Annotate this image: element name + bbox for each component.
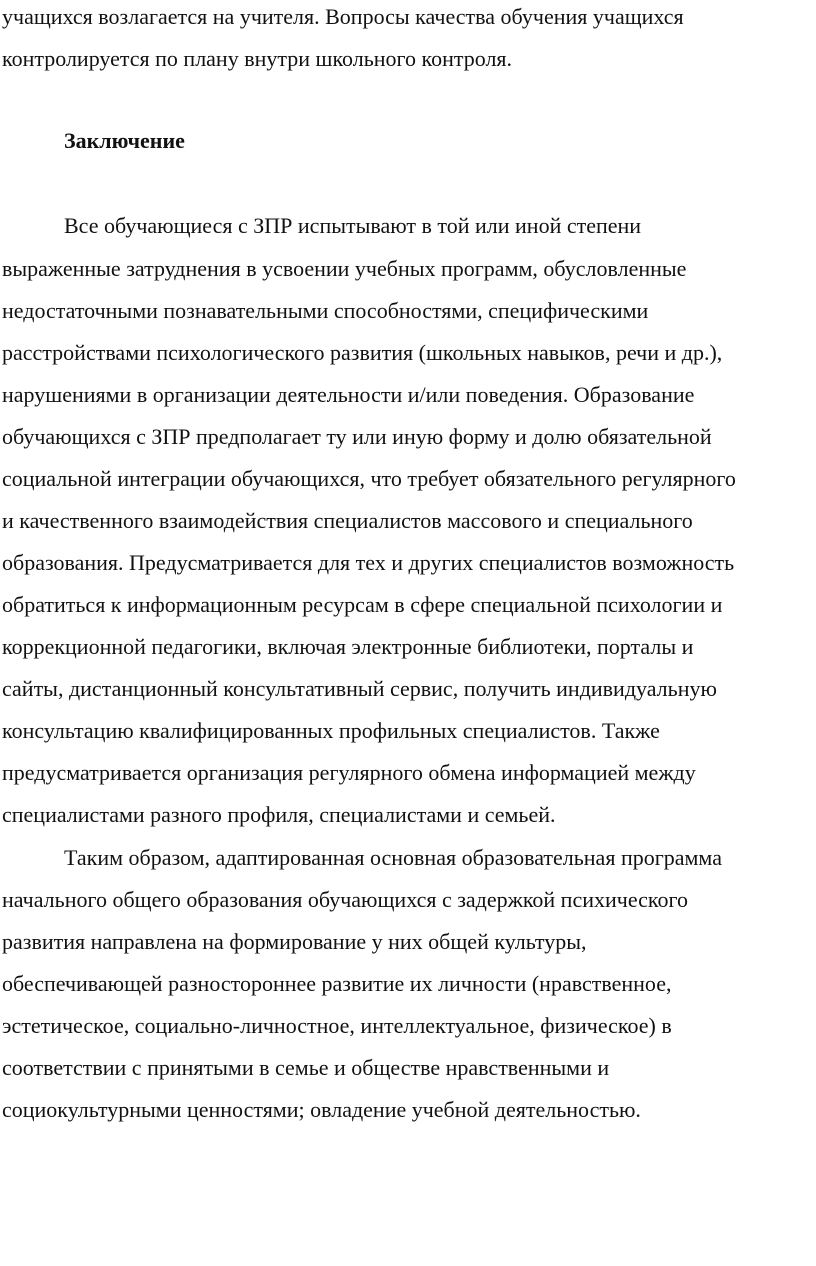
paragraph-1-line: нарушениями в организации деятельности и/или поведения. Образование [2, 382, 695, 407]
paragraph-2-line: обеспечивающей разностороннее развитие их личности (нравственное, [2, 971, 672, 996]
paragraph-2-line: развития направлена на формирование у них общей культуры, [2, 929, 587, 954]
paragraph-1-line: обратиться к информационным ресурсам в сфере специальной психологии и [2, 592, 723, 617]
paragraph-1-line: социальной интеграции обучающихся, что требует обязательного регулярного [2, 466, 736, 491]
intro-line: контролируется по плану внутри школьного контроля. [2, 46, 513, 71]
paragraph-1-line: расстройствами психологического развития (школьных навыков, речи и др.), [2, 340, 723, 365]
paragraph-1-line: недостаточными познавательными способностями, специфическими [2, 298, 649, 323]
paragraph-1-line: специалистами разного профиля, специалистами и семьей. [2, 802, 556, 827]
paragraph-1-line: выраженные затруднения в усвоении учебных программ, обусловленные [2, 256, 687, 281]
paragraph-2-line: соответствии с принятыми в семье и обществе нравственными и [2, 1055, 610, 1080]
paragraph-1-line: коррекционной педагогики, включая электронные библиотеки, порталы и [2, 634, 694, 659]
paragraph-1-line: Все обучающиеся с ЗПР испытывают в той или иной степени [64, 213, 642, 238]
paragraph-1-line: сайты, дистанционный консультативный сервис, получить индивидуальную [2, 676, 717, 701]
paragraph-1-line: образования. Предусматривается для тех и других специалистов возможность [2, 550, 735, 575]
paragraph-2-line: начального общего образования обучающихся с задержкой психического [2, 887, 688, 912]
paragraph-1-line: консультацию квалифицированных профильных специалистов. Также [2, 718, 660, 743]
paragraph-1-line: и качественного взаимодействия специалистов массового и специального [2, 508, 693, 533]
intro-line: учащихся возлагается на учителя. Вопросы качества обучения учащихся [2, 4, 684, 29]
paragraph-1-line: обучающихся с ЗПР предполагает ту или иную форму и долю обязательной [2, 424, 712, 449]
paragraph-2-line: социокультурными ценностями; овладение учебной деятельностью. [2, 1097, 641, 1122]
paragraph-2-line: Таким образом, адаптированная основная образовательная программа [64, 845, 722, 870]
paragraph-2-line: эстетическое, социально-личностное, интеллектуальное, физическое) в [2, 1013, 672, 1038]
section-heading: Заключение [64, 128, 185, 153]
paragraph-1-line: предусматривается организация регулярного обмена информацией между [2, 760, 696, 785]
